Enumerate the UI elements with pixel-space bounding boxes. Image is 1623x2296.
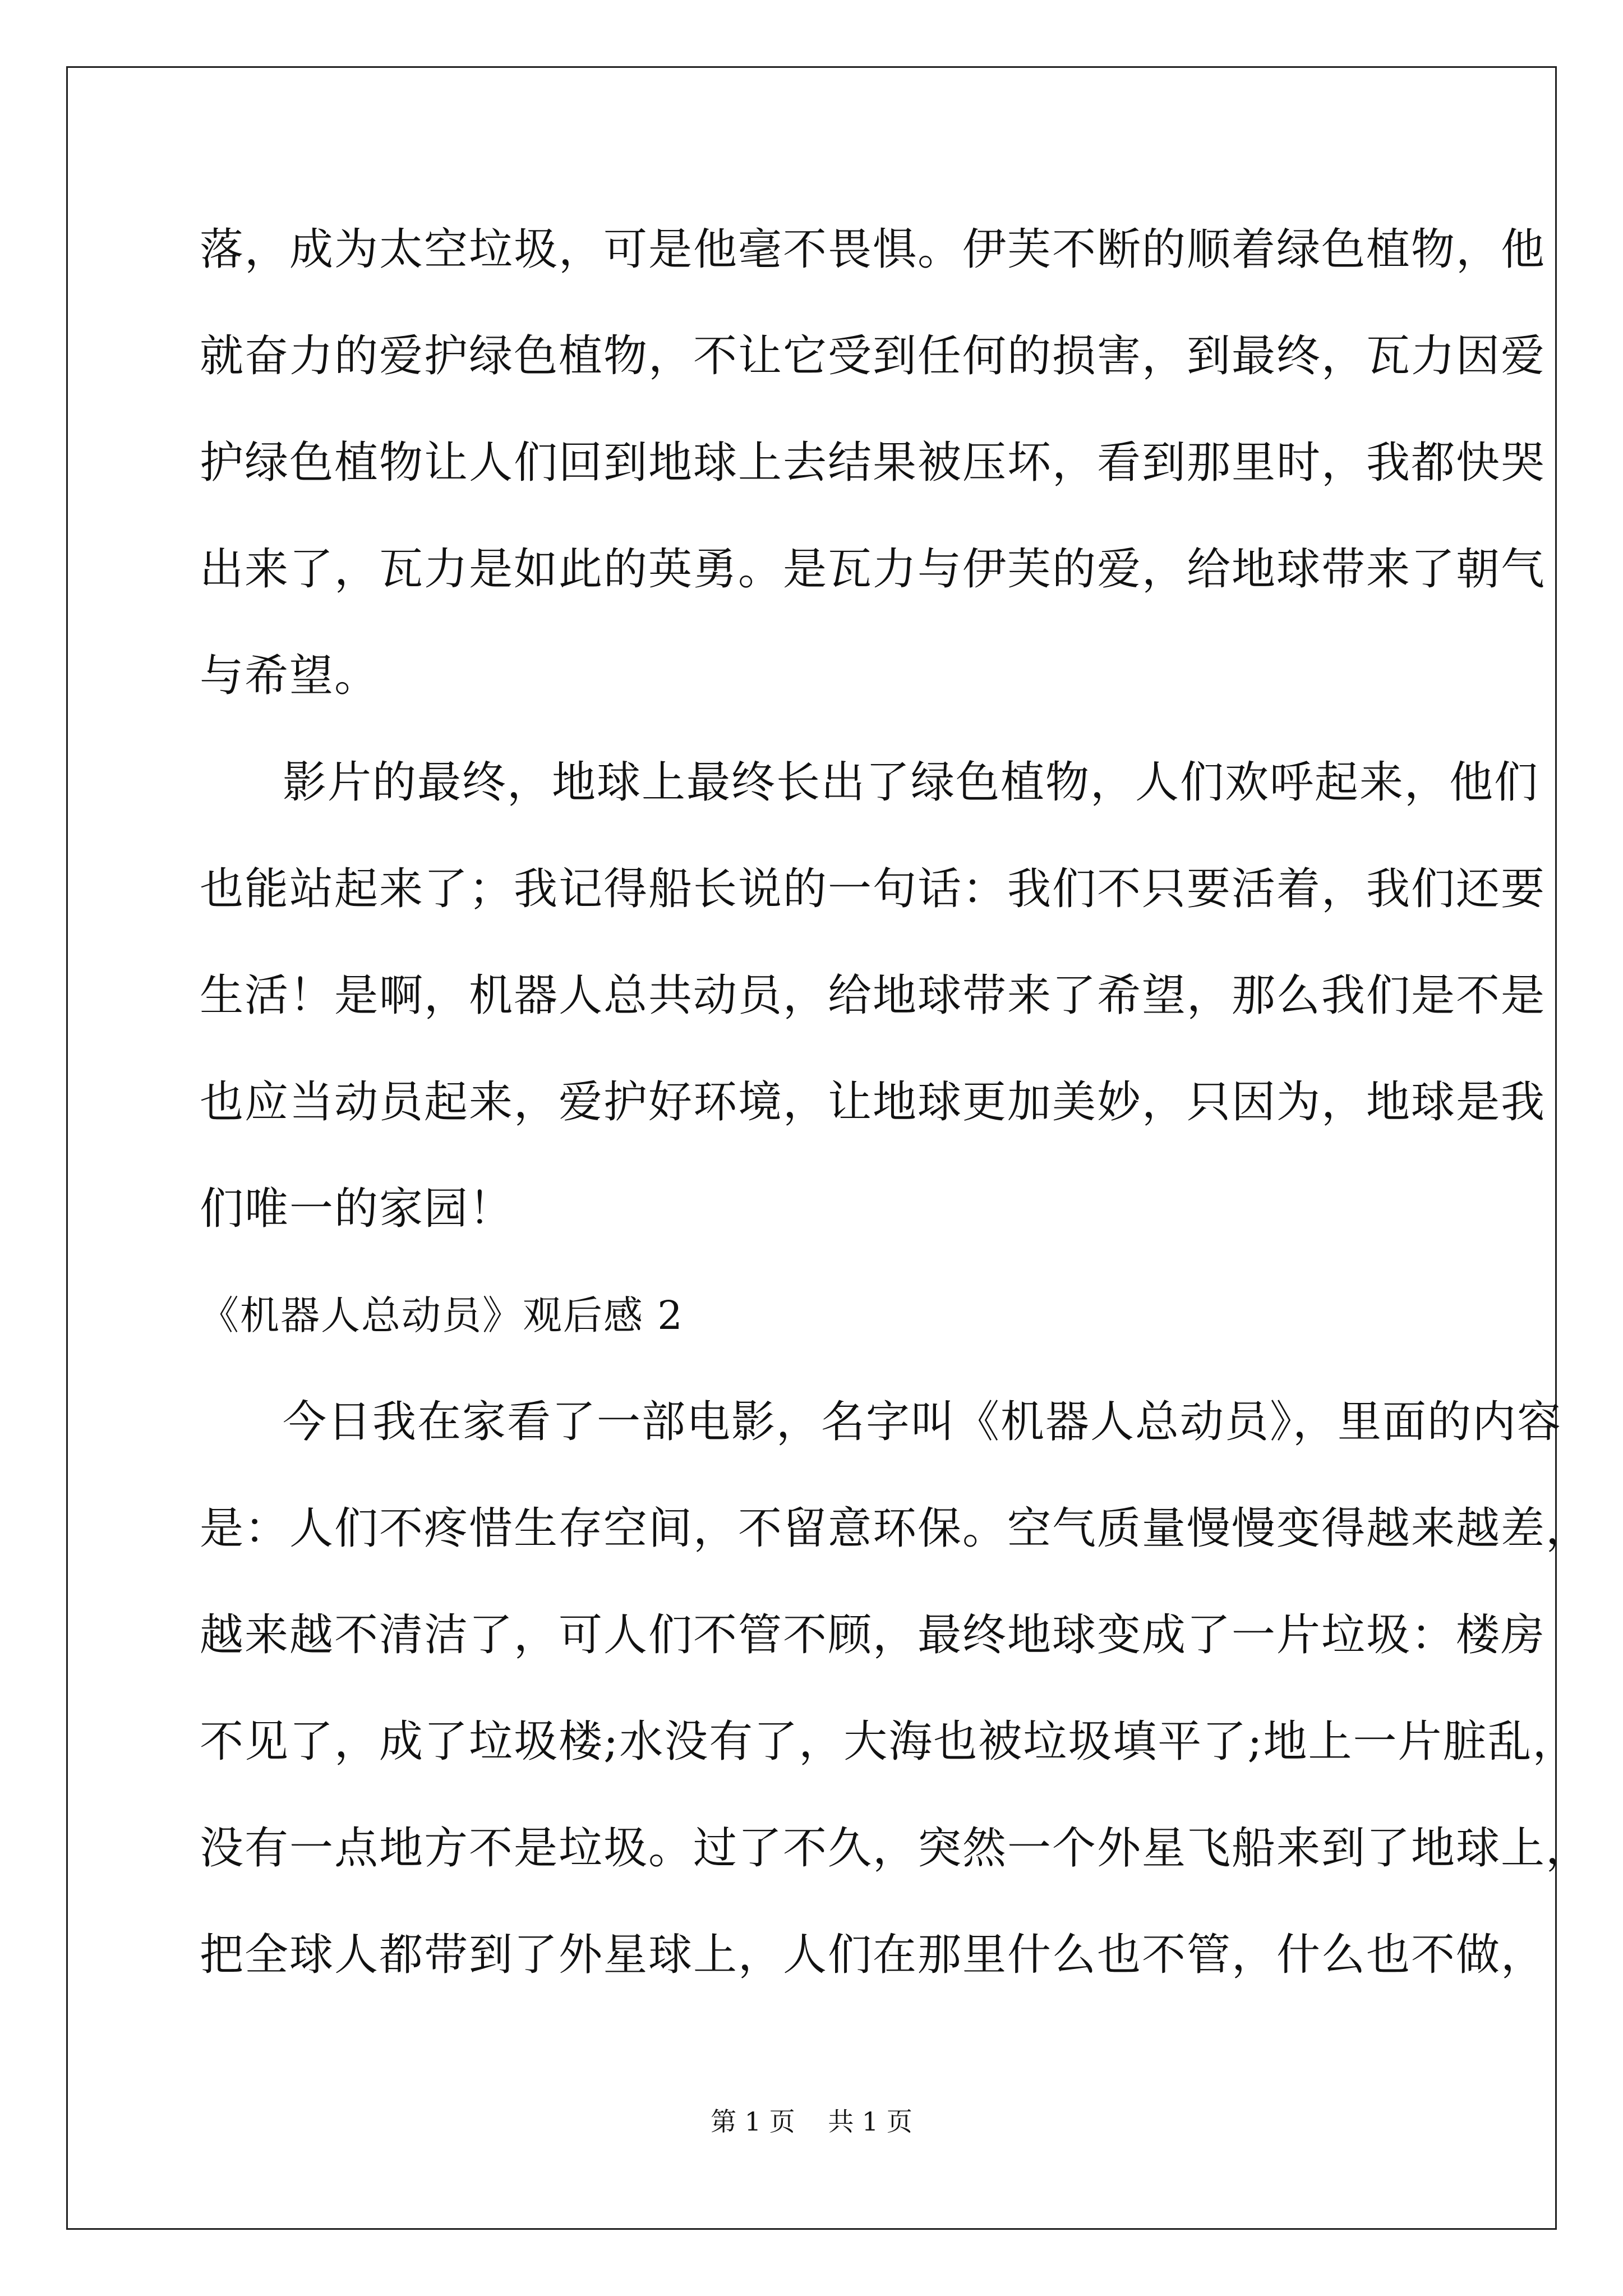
paragraph-line: 不见了，成了垃圾楼;水没有了，大海也被垃圾填平了;地上一片脏乱，: [200, 1717, 1578, 1767]
paragraph-line: 把全球人都带到了外星球上，人们在那里什么也不管，什么也不做，: [200, 1930, 1546, 1980]
paragraph-line: 没有一点地方不是垃圾。过了不久，突然一个外星飞船来到了地球上，: [200, 1823, 1591, 1874]
paragraph-line: 影片的最终，地球上最终长出了绿色植物，人们欢呼起来，他们: [283, 757, 1539, 808]
paragraph-line: 越来越不清洁了，可人们不管不顾，最终地球变成了一片垃圾：楼房: [200, 1610, 1546, 1660]
page-total: 共 1 页: [828, 2106, 912, 2137]
paragraph-line: 也应当动员起来，爱护好环境，让地球更加美妙，只因为，地球是我: [200, 1077, 1546, 1128]
paragraph-line: 护绿色植物让人们回到地球上去结果被压坏，看到那里时，我都快哭: [200, 438, 1546, 488]
paragraph-line: 是：人们不疼惜生存空间，不留意环保。空气质量慢慢变得越来越差，: [200, 1503, 1591, 1554]
paragraph-line: 就奋力的爱护绿色植物，不让它受到任何的损害，到最终，瓦力因爱: [200, 331, 1546, 381]
paragraph-line: 生活！是啊，机器人总共动员，给地球带来了希望，那么我们是不是: [200, 970, 1546, 1021]
paragraph-line: 也能站起来了；我记得船长说的一句话：我们不只要活着，我们还要: [200, 864, 1546, 914]
section-heading: 《机器人总动员》观后感 2: [200, 1292, 684, 1338]
page-number: 第 1 页: [711, 2106, 795, 2137]
paragraph-line: 落，成为太空垃圾，可是他毫不畏惧。伊芙不断的顺着绿色植物，他: [200, 224, 1546, 275]
paragraph-line: 今日我在家看了一部电影，名字叫《机器人总动员》，里面的内容: [283, 1397, 1562, 1447]
document-body: [200, 196, 1591, 2008]
paragraph-line: 与希望。: [200, 651, 380, 701]
page-footer: [0, 2105, 1623, 2138]
paragraph-line: 们唯一的家园！: [200, 1184, 514, 1234]
paragraph-line: 出来了，瓦力是如此的英勇。是瓦力与伊芙的爱，给地球带来了朝气: [200, 544, 1546, 595]
